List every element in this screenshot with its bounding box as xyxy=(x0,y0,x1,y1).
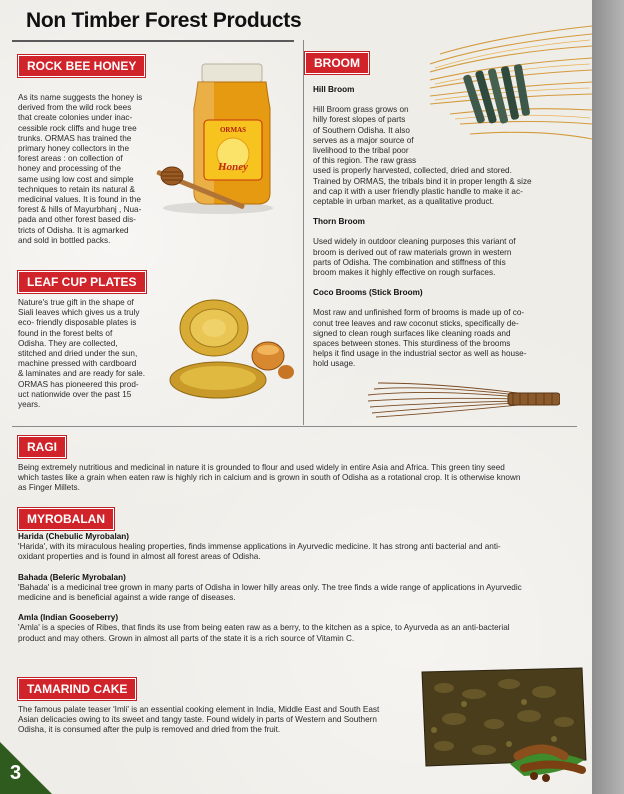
honey-jar-illustration xyxy=(148,58,288,218)
leaf-cup-heading: LEAF CUP PLATES xyxy=(18,271,146,293)
side-margin-bar xyxy=(592,0,624,794)
broom-text: Hill Broom Hill Broom grass grows on hilly forest slopes of parts of Southern Odisha. It also serves as a major source of livelihood to the tribal poor of this region. The raw grass used is properly harvested, collected, dried and stored. Trained by ORMAS, the tribals bind it in proper length & size and cap it with a user friendly plastic handle to make it ac- ceptable in urban market, as a qualitative product. Thorn Broom Used widely in outdoor cleaning purposes this variant of broom is derived out of raw materials grown in western parts of Odisha. The combination and stiffness of this broom makes it highly effective on rough surfaces. Coco Brooms (Stick Broom) Most raw and unfinished form of brooms is made up of co- conut tree leaves and raw coconut sticks, specifically de- signed to clean rough surfaces like cleaning roads and spaces between stones. This sturdiness of the brooms helps it find usage in the industrial sector as well as house- hold usage. xyxy=(313,85,583,370)
bahada-title: Bahada (Beleric Myrobalan) xyxy=(18,572,126,582)
thorn-broom-title: Thorn Broom xyxy=(313,217,365,227)
honey-text: As its name suggests the honey is derived from the wild rock bees that create colonies under inac- cessible rock cliffs and huge tree trunks. ORMAS has trained the primary honey collectors in the forest areas : on collection of honey and processing of the same using low cost and simple techniques to retain its natural & medicinal values. It is found in the forest & hills of Mayurbhanj , Nua- pada and other forest based dis- tricts of Odisha. It is agmarked and sold in bottled packs. xyxy=(18,93,143,245)
title-underline xyxy=(12,40,294,42)
ragi-heading: RAGI xyxy=(18,436,66,458)
amla-title: Amla (Indian Gooseberry) xyxy=(18,613,119,623)
page-corner-triangle xyxy=(0,742,52,794)
column-divider xyxy=(303,40,304,425)
broom-heading: BROOM xyxy=(305,52,369,74)
page-title: Non Timber Forest Products xyxy=(26,9,302,32)
myrobalan-text: Harida (Chebulic Myrobalan) 'Harida', with its miraculous healing properties, finds immense applications in Ayurvedic medicine. It has strong anti bacterial and anti- oxidant properties and is found in almost all forest areas of Odisha. Bahada (Beleric Myrobalan) 'Bahada' is a medicinal tree grown in many parts of Odisha in lower hilly areas only. The tree finds a wide range of applications in Ayurvedic medicine and is beneficial against a wide range of diseases. Amla (Indian Gooseberry) 'Amla' is a species of Ribes, that finds its use from being eaten raw as a berry, to the kitchen as a spice, to Ayurveda as an anti-bacterial product and may others. Grown in almost all parts of the state it is a rich source of Vitamin C. xyxy=(18,532,588,644)
tamarind-text: The famous palate teaser 'Imli' is an essential cooking element in India, Middle East and South East Asian delicacies owing to its sweet and tangy taste. Found widely in parts of Western and Southern Odisha, it is consumed after the pulp is removed and dried from the fruit. xyxy=(18,705,380,735)
jar-label-brand: ORMAS xyxy=(219,126,247,134)
leaf-plates-illustration xyxy=(168,298,296,404)
jar-label-product: Honey xyxy=(218,161,248,173)
hill-broom-title: Hill Broom xyxy=(313,85,355,94)
tamarind-heading: TAMARIND CAKE xyxy=(18,678,136,700)
myrobalan-heading: MYROBALAN xyxy=(18,508,114,530)
harida-title: Harida (Chebulic Myrobalan) xyxy=(18,532,130,541)
honey-heading: ROCK BEE HONEY xyxy=(18,55,145,77)
stick-broom-illustration xyxy=(368,375,560,423)
leaf-cup-text: Nature's true gift in the shape of Siali leaves which gives us a truly eco- friendly disposable plates is found in the forest belts of Odisha. They are collected, stitched and dried under the sun, machine pressed with cardboard & laminates and are ready for sale. ORMAS has pioneered this prod- uct nationwide over the past 15 years. xyxy=(18,298,145,410)
ragi-text: Being extremely nutritious and medicinal in nature it is grounded to flour and used widely in entire Asia and Africa. This green tiny seed which tastes like a grain when eaten raw is highly rich in calcium and is grown in south of Odisha as a rotational crop. It is otherwise known as Finger Millets. xyxy=(18,463,521,493)
tamarind-cake-illustration xyxy=(414,664,590,788)
section-divider xyxy=(12,426,577,427)
page-number: 3 xyxy=(10,762,22,784)
coco-broom-title: Coco Brooms (Stick Broom) xyxy=(313,288,423,298)
